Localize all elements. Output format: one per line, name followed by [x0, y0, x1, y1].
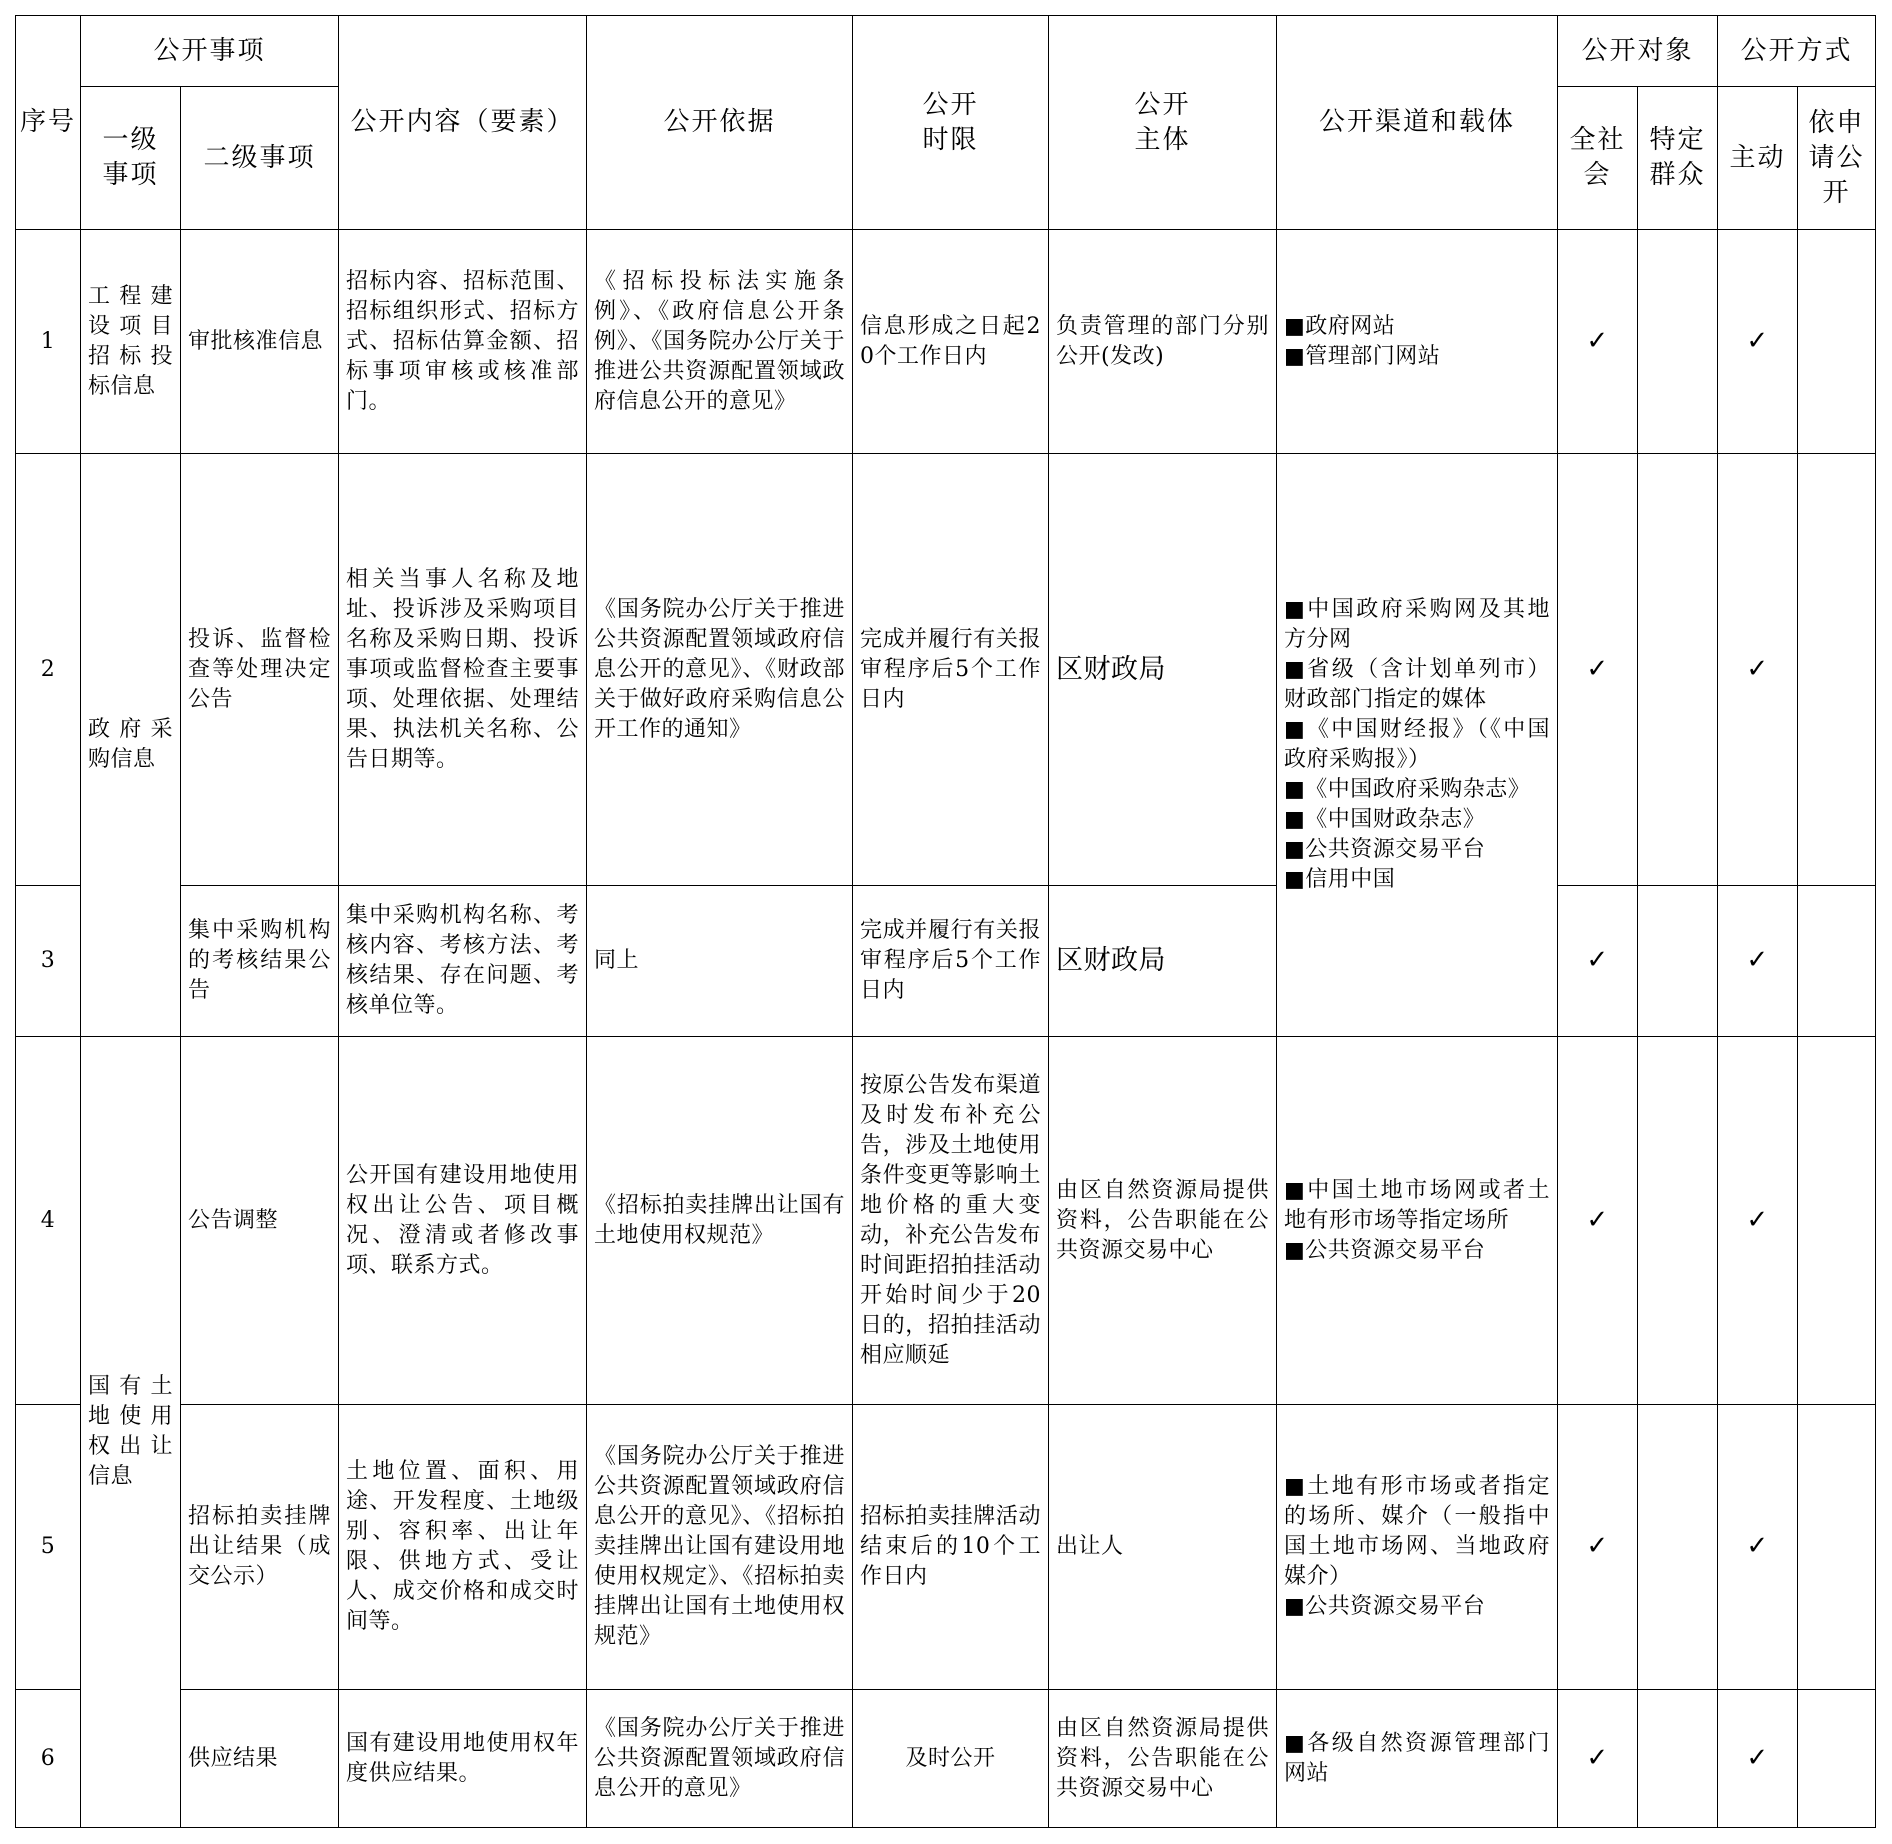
target-specific-cell	[1638, 1405, 1718, 1690]
row-time-limit: 完成并履行有关报审程序后5个工作日内	[853, 454, 1049, 886]
channel-item: ■省级（含计划单列市）财政部门指定的媒体	[1284, 657, 1551, 712]
row-time-limit: 招标拍卖挂牌活动结束后的10个工作日内	[853, 1405, 1049, 1690]
table-row	[16, 454, 1876, 886]
channel-item: ■公共资源交易平台	[1284, 1237, 1486, 1263]
header-method-request: 依申请公开	[1798, 87, 1876, 230]
header-method: 公开方式	[1718, 16, 1876, 87]
target-specific-cell	[1638, 1690, 1718, 1828]
channel-item: ■《中国财政杂志》	[1284, 807, 1486, 832]
row-item: 供应结果	[181, 1690, 339, 1828]
header-target-all: 全社会	[1558, 87, 1638, 230]
header-seq: 序号	[16, 16, 81, 230]
header-target: 公开对象	[1558, 16, 1718, 87]
check-icon: ✓	[1746, 1742, 1769, 1773]
row-item: 公告调整	[181, 1037, 339, 1405]
row-basis: 同上	[587, 886, 853, 1037]
channel-item: ■中国土地市场网或者土地有形市场等指定场所	[1284, 1177, 1551, 1233]
channel-item: ■信用中国	[1284, 867, 1396, 892]
check-icon: ✓	[1746, 1531, 1769, 1561]
row-subject: 由区自然资源局提供资料，公告职能在公共资源交易中心	[1049, 1037, 1277, 1405]
channel-item: ■土地有形市场或者指定的场所、媒介（一般指中国土地市场网、当地政府媒介）	[1284, 1474, 1551, 1589]
row-content: 相关当事人名称及地址、投诉涉及采购项目名称及采购日期、投诉事项或监督检查主要事项、处理依据、处理结果、执法机关名称、公告日期等。	[339, 454, 587, 886]
channel-item: ■管理部门网站	[1284, 343, 1441, 369]
row-seq: 1	[16, 230, 81, 454]
row-time-limit: 信息形成之日起20个工作日内	[853, 230, 1049, 454]
disclosure-table	[15, 15, 1876, 1828]
method-active-check	[1718, 230, 1798, 454]
row-channels	[1277, 1405, 1558, 1690]
header-level2: 二级事项	[181, 87, 339, 230]
row-content: 集中采购机构名称、考核内容、考核方法、考核结果、存在问题、考核单位等。	[339, 886, 587, 1037]
group-cell: 国有土地使用权出让信息	[81, 1037, 181, 1828]
row-content: 招标内容、招标范围、招标组织形式、招标方式、招标估算金额、招标事项审核或核准部门。	[339, 230, 587, 454]
method-request-cell	[1798, 886, 1876, 1037]
table-row	[16, 886, 1876, 1037]
table-row	[16, 1037, 1876, 1405]
row-content: 国有建设用地使用权年度供应结果。	[339, 1690, 587, 1828]
method-active-check	[1718, 1405, 1798, 1690]
check-icon: ✓	[1746, 653, 1769, 684]
row-content: 公开国有建设用地使用权出让公告、项目概况、澄清或者修改事项、联系方式。	[339, 1037, 587, 1405]
target-specific-cell	[1638, 454, 1718, 886]
target-specific-cell	[1638, 886, 1718, 1037]
header-channel: 公开渠道和载体	[1277, 16, 1558, 230]
row-basis: 《招标投标法实施条例》、《政府信息公开条例》、《国务院办公厅关于推进公共资源配置领域政府信息公开的意见》	[587, 230, 853, 454]
target-all-check	[1558, 1405, 1638, 1690]
row-channels	[1277, 454, 1558, 1037]
row-content: 土地位置、面积、用途、开发程度、土地级别、容积率、出让年限、供地方式、受让人、成交价格和成交时间等。	[339, 1405, 587, 1690]
header-method-active: 主动	[1718, 87, 1798, 230]
header-content: 公开内容（要素）	[339, 16, 587, 230]
row-item: 投诉、监督检查等处理决定公告	[181, 454, 339, 886]
row-seq: 3	[16, 886, 81, 1037]
method-request-cell	[1798, 1690, 1876, 1828]
row-time-limit: 按原公告发布渠道及时发布补充公告，涉及土地使用条件变更等影响土地价格的重大变动，补充公告发布时间距招拍挂活动开始时间少于20日的，招拍挂活动相应顺延	[853, 1037, 1049, 1405]
row-subject: 负责管理的部门分别公开(发改)	[1049, 230, 1277, 454]
row-seq: 4	[16, 1037, 81, 1405]
check-icon: ✓	[1586, 945, 1609, 975]
channel-item: ■中国政府采购网及其地方分网	[1284, 597, 1551, 652]
method-active-check	[1718, 1690, 1798, 1828]
table-row	[16, 1690, 1876, 1828]
row-subject: 由区自然资源局提供资料，公告职能在公共资源交易中心	[1049, 1690, 1277, 1828]
header-subject: 公开主体	[1049, 16, 1277, 230]
row-basis: 《招标拍卖挂牌出让国有土地使用权规范》	[587, 1037, 853, 1405]
row-seq: 6	[16, 1690, 81, 1828]
method-active-check	[1718, 886, 1798, 1037]
row-item: 招标拍卖挂牌出让结果（成交公示）	[181, 1405, 339, 1690]
row-subject: 区财政局	[1049, 886, 1277, 1037]
check-icon: ✓	[1746, 945, 1769, 975]
row-basis: 《国务院办公厅关于推进公共资源配置领域政府信息公开的意见》、《招标拍卖挂牌出让国有建设用地使用权规定》、《招标拍卖挂牌出让国有土地使用权规范》	[587, 1405, 853, 1690]
target-all-check	[1558, 1037, 1638, 1405]
row-seq: 2	[16, 454, 81, 886]
target-all-check	[1558, 230, 1638, 454]
target-all-check	[1558, 886, 1638, 1037]
row-time-limit: 及时公开	[853, 1690, 1049, 1828]
check-icon: ✓	[1586, 325, 1609, 356]
method-active-check	[1718, 454, 1798, 886]
channel-item: ■《中国政府采购杂志》	[1284, 777, 1531, 802]
row-item: 审批核准信息	[181, 230, 339, 454]
check-icon: ✓	[1746, 325, 1769, 356]
row-basis: 《国务院办公厅关于推进公共资源配置领域政府信息公开的意见》	[587, 1690, 853, 1828]
check-icon: ✓	[1586, 1531, 1609, 1561]
check-icon: ✓	[1586, 1742, 1609, 1773]
row-channels	[1277, 1037, 1558, 1405]
target-specific-cell	[1638, 230, 1718, 454]
row-subject: 区财政局	[1049, 454, 1277, 886]
channel-item: ■各级自然资源管理部门网站	[1284, 1730, 1551, 1786]
group-cell: 工程建设项目招标投标信息	[81, 230, 181, 454]
check-icon: ✓	[1586, 653, 1609, 684]
table-row	[16, 1405, 1876, 1690]
method-request-cell	[1798, 1037, 1876, 1405]
method-active-check	[1718, 1037, 1798, 1405]
method-request-cell	[1798, 454, 1876, 886]
row-channels	[1277, 1690, 1558, 1828]
row-time-limit: 完成并履行有关报审程序后5个工作日内	[853, 886, 1049, 1037]
channel-item: ■政府网站	[1284, 313, 1396, 339]
method-request-cell	[1798, 1405, 1876, 1690]
row-seq: 5	[16, 1405, 81, 1690]
header-basis: 公开依据	[587, 16, 853, 230]
target-specific-cell	[1638, 1037, 1718, 1405]
target-all-check	[1558, 454, 1638, 886]
header-level1: 一级事项	[81, 87, 181, 230]
channel-item: ■公共资源交易平台	[1284, 1594, 1486, 1619]
target-all-check	[1558, 1690, 1638, 1828]
row-channels	[1277, 230, 1558, 454]
group-cell: 政府采购信息	[81, 454, 181, 1037]
check-icon: ✓	[1746, 1204, 1769, 1235]
header-row-1	[16, 16, 1876, 87]
check-icon: ✓	[1586, 1204, 1609, 1235]
table-row	[16, 230, 1876, 454]
header-time-limit: 公开时限	[853, 16, 1049, 230]
row-subject: 出让人	[1049, 1405, 1277, 1690]
method-request-cell	[1798, 230, 1876, 454]
row-basis: 《国务院办公厅关于推进公共资源配置领域政府信息公开的意见》、《财政部关于做好政府采购信息公开工作的通知》	[587, 454, 853, 886]
channel-item: ■公共资源交易平台	[1284, 837, 1486, 862]
row-item: 集中采购机构的考核结果公告	[181, 886, 339, 1037]
header-items: 公开事项	[81, 16, 339, 87]
channel-item: ■《中国财经报》（《中国政府采购报》）	[1284, 717, 1551, 772]
header-target-specific: 特定群众	[1638, 87, 1718, 230]
